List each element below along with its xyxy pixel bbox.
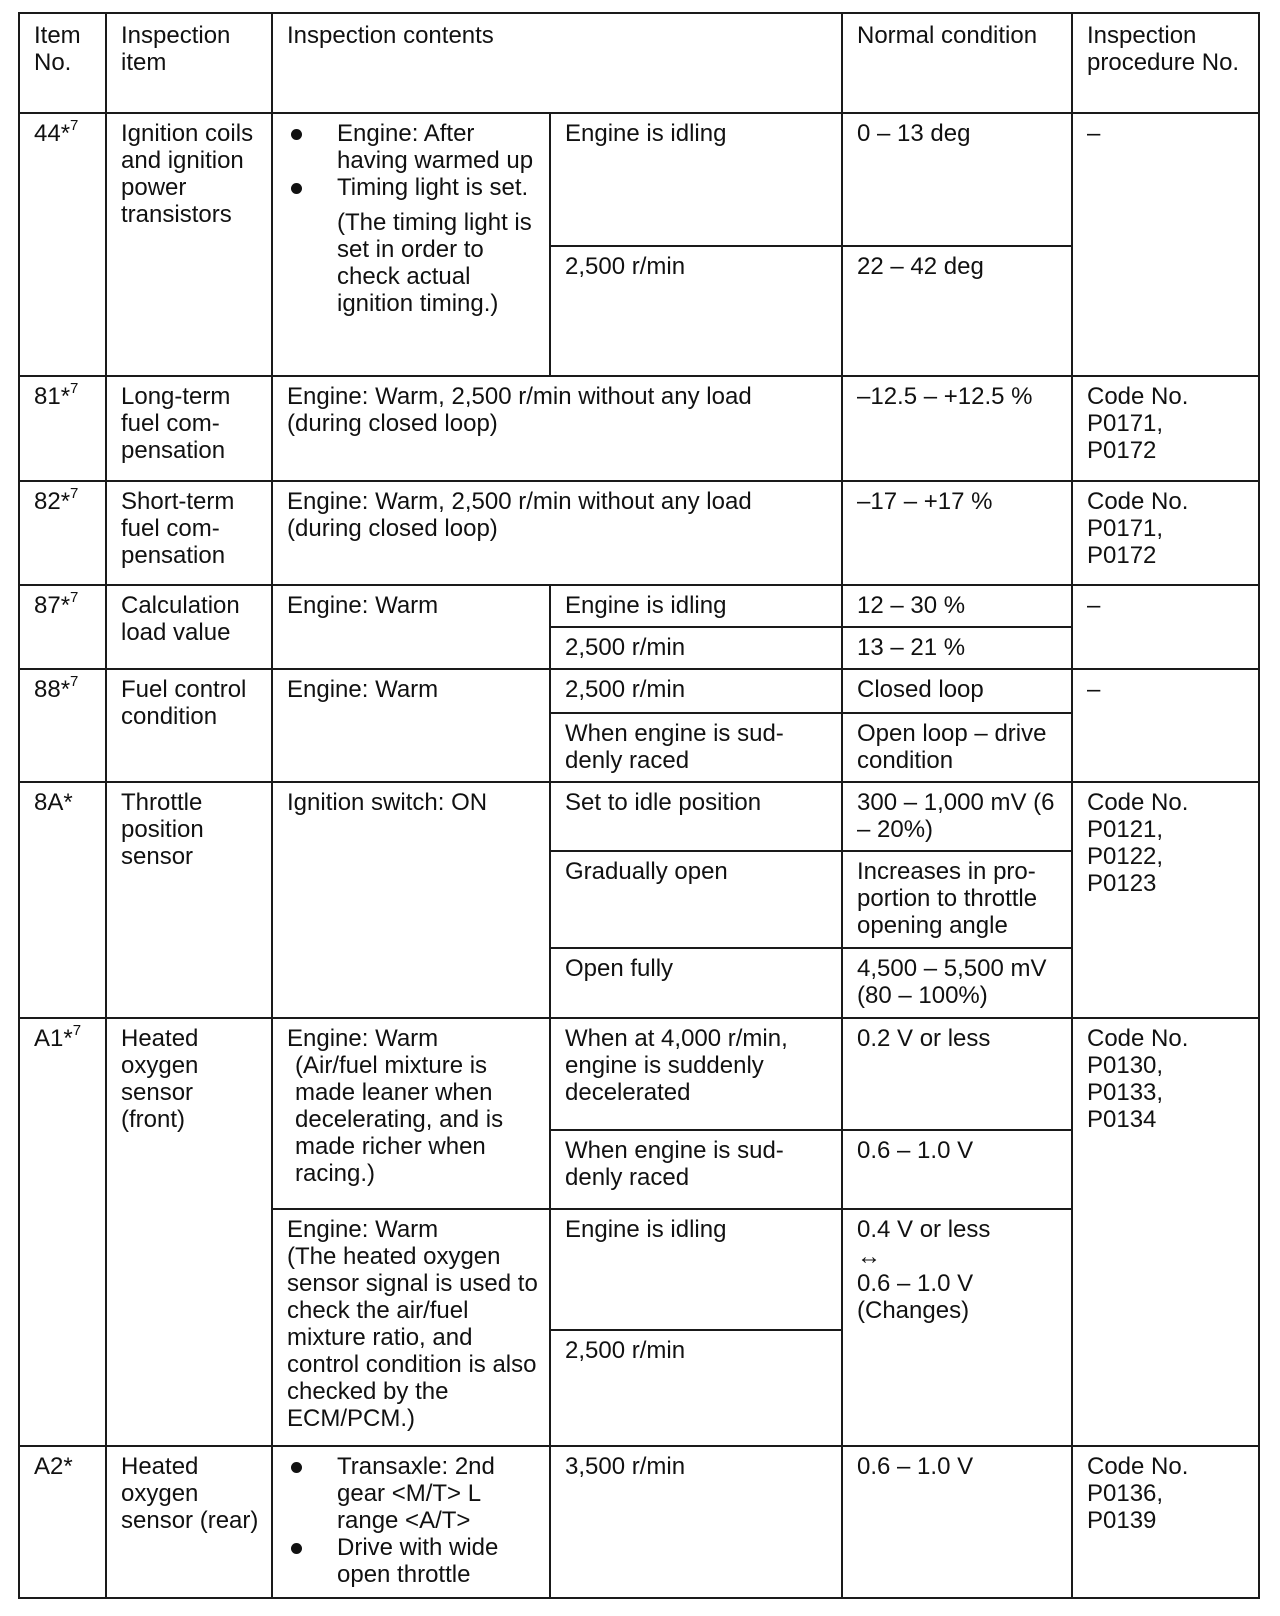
header-inspection-item: Inspection item [106, 13, 272, 113]
procedure-line: Code No. [1087, 1452, 1189, 1480]
procedure-line: P0171, [1087, 515, 1164, 543]
inspection-item-cell: Fuel control condition [106, 669, 272, 782]
contents-bullet: Engine: After having warmed up [287, 120, 541, 174]
normal-value-cell [842, 1209, 1072, 1446]
inspection-item-cell: Ignition coils and ignition power transistors [106, 113, 272, 376]
procedure-line: Code No. [1087, 488, 1189, 516]
procedure-line: P0136, [1087, 1479, 1164, 1507]
item-no-cell [19, 113, 106, 376]
normal-value-cell: Open loop – drive condition [842, 713, 1072, 782]
inspection-contents-cell: Engine: Warm [272, 669, 550, 782]
item-no: 88* [34, 675, 71, 703]
inspection-item-cell: Short-term fuel com-pensation [106, 481, 272, 585]
procedure-cell [1072, 1446, 1259, 1598]
item-no-cell [19, 1446, 106, 1598]
value-line: 0.6 – 1.0 V [857, 1270, 974, 1298]
table-row [19, 585, 1259, 627]
procedure-cell [1072, 481, 1259, 585]
inspection-item-cell: Throttle position sensor [106, 782, 272, 1018]
table-row [19, 1446, 1259, 1598]
contents-text: Engine: Warm [287, 1024, 439, 1052]
contents-bullet: Timing light is set. [287, 174, 541, 201]
condition-cell: 2,500 r/min [550, 669, 842, 713]
condition-cell: 2,500 r/min [550, 1330, 842, 1446]
footnote-ref: 7 [70, 589, 79, 607]
condition-cell: Set to idle position [550, 782, 842, 851]
inspection-contents-cell [272, 1018, 550, 1210]
inspection-table [18, 12, 1260, 1599]
inspection-contents-cell: Engine: Warm [272, 585, 550, 669]
normal-value-cell: 22 – 42 deg [842, 246, 1072, 377]
normal-value-cell: Closed loop [842, 669, 1072, 713]
item-no: A1* [34, 1024, 73, 1052]
condition-cell: When engine is sud-denly raced [550, 713, 842, 782]
procedure-line: P0130, [1087, 1051, 1164, 1079]
procedure-line: Code No. [1087, 1024, 1189, 1052]
procedure-line: P0133, [1087, 1078, 1164, 1106]
procedure-cell [1072, 782, 1259, 1018]
contents-bullet: Drive with wide open throttle [287, 1534, 541, 1588]
item-no-cell [19, 585, 106, 669]
condition-cell: Engine is idling [550, 1209, 842, 1329]
normal-value-cell: Increases in pro-portion to throttle opening angle [842, 851, 1072, 948]
item-no-cell [19, 481, 106, 585]
procedure-cell: – [1072, 669, 1259, 782]
header-procedure-no: Inspection procedure No. [1072, 13, 1259, 113]
normal-value-cell: –12.5 – +12.5 % [842, 376, 1072, 481]
inspection-contents-cell [272, 1446, 550, 1598]
normal-value-cell: 300 – 1,000 mV (6 – 20%) [842, 782, 1072, 851]
inspection-contents-cell [272, 113, 550, 376]
inspection-contents-cell: Engine: Warm, 2,500 r/min without any load (during closed loop) [272, 376, 842, 481]
procedure-line: Code No. [1087, 788, 1189, 816]
normal-value-cell: 0.6 – 1.0 V [842, 1130, 1072, 1210]
procedure-line: P0172 [1087, 437, 1157, 465]
table-row [19, 1018, 1259, 1130]
procedure-cell: – [1072, 113, 1259, 376]
item-no-cell [19, 1018, 106, 1446]
procedure-line: Code No. [1087, 383, 1189, 411]
inspection-contents-cell: Ignition switch: ON [272, 782, 550, 1018]
contents-note: (Air/fuel mixture is made leaner when decelerating, and is made richer when racing.) [295, 1051, 504, 1187]
header-row [19, 13, 1259, 113]
procedure-line: P0122, [1087, 842, 1164, 870]
procedure-line: P0171, [1087, 410, 1164, 438]
table-row [19, 481, 1259, 585]
condition-cell: 3,500 r/min [550, 1446, 842, 1598]
condition-cell: Open fully [550, 948, 842, 1017]
procedure-line: P0172 [1087, 542, 1157, 570]
footnote-ref: 7 [70, 116, 79, 134]
procedure-line: P0123 [1087, 869, 1157, 897]
table-row [19, 113, 1259, 246]
condition-cell: Gradually open [550, 851, 842, 948]
normal-value-cell: –17 – +17 % [842, 481, 1072, 585]
changes-arrow-icon: ↔ [857, 1243, 881, 1271]
value-line: (Changes) [857, 1297, 970, 1325]
item-no-cell [19, 376, 106, 481]
contents-bullet-list [287, 1453, 541, 1588]
item-no: 8A* [34, 788, 73, 816]
procedure-line: P0121, [1087, 815, 1164, 843]
contents-bullet: Transaxle: 2nd gear <M/T> L range <A/T> [287, 1453, 541, 1534]
item-no: A2* [34, 1452, 73, 1480]
value-line: 0.4 V or less [857, 1216, 991, 1244]
footnote-ref: 7 [70, 672, 79, 690]
condition-cell: Engine is idling [550, 585, 842, 627]
item-no-cell [19, 669, 106, 782]
item-no: 44* [34, 119, 71, 147]
contents-note: (The heated oxygen sensor signal is used to check the air/fuel mixture ratio, and control condition is also checked by the ECM/PCM.) [287, 1243, 538, 1433]
procedure-line: P0134 [1087, 1105, 1157, 1133]
procedure-cell: – [1072, 585, 1259, 669]
procedure-line: P0139 [1087, 1506, 1157, 1534]
table-row [19, 376, 1259, 481]
inspection-item-cell: Long-term fuel com-pensation [106, 376, 272, 481]
item-no: 82* [34, 488, 71, 516]
inspection-item-cell: Calculation load value [106, 585, 272, 669]
item-no: 87* [34, 592, 71, 620]
contents-note: (The timing light is set in order to check actual ignition timing.) [337, 208, 532, 317]
condition-cell: When engine is sud-denly raced [550, 1130, 842, 1210]
inspection-item-cell: Heated oxygen sensor (front) [106, 1018, 272, 1446]
normal-value-cell: 0.6 – 1.0 V [842, 1446, 1072, 1598]
footnote-ref: 7 [72, 1021, 82, 1039]
normal-value-cell: 0 – 13 deg [842, 113, 1072, 246]
inspection-contents-cell [272, 1209, 550, 1446]
condition-cell: When at 4,000 r/min, engine is suddenly decelerated [550, 1018, 842, 1130]
normal-value-cell: 0.2 V or less [842, 1018, 1072, 1130]
normal-value-cell: 4,500 – 5,500 mV (80 – 100%) [842, 948, 1072, 1017]
procedure-cell [1072, 376, 1259, 481]
procedure-cell [1072, 1018, 1259, 1446]
condition-cell: 2,500 r/min [550, 627, 842, 669]
normal-value-cell: 12 – 30 % [842, 585, 1072, 627]
header-normal-condition: Normal condition [842, 13, 1072, 113]
header-item-no: Item No. [19, 13, 106, 113]
inspection-item-cell: Heated oxygen sensor (rear) [106, 1446, 272, 1598]
contents-bullet-list [287, 120, 541, 201]
condition-cell: Engine is idling [550, 113, 842, 246]
normal-value-cell: 13 – 21 % [842, 627, 1072, 669]
footnote-ref: 7 [70, 485, 79, 503]
item-no: 81* [34, 383, 71, 411]
inspection-contents-cell: Engine: Warm, 2,500 r/min without any load (during closed loop) [272, 481, 842, 585]
table-row [19, 782, 1259, 851]
contents-text: Engine: Warm [287, 1216, 439, 1244]
footnote-ref: 7 [70, 380, 79, 398]
header-inspection-contents: Inspection contents [272, 13, 842, 113]
item-no-cell [19, 782, 106, 1018]
condition-cell: 2,500 r/min [550, 246, 842, 377]
table-row [19, 669, 1259, 713]
